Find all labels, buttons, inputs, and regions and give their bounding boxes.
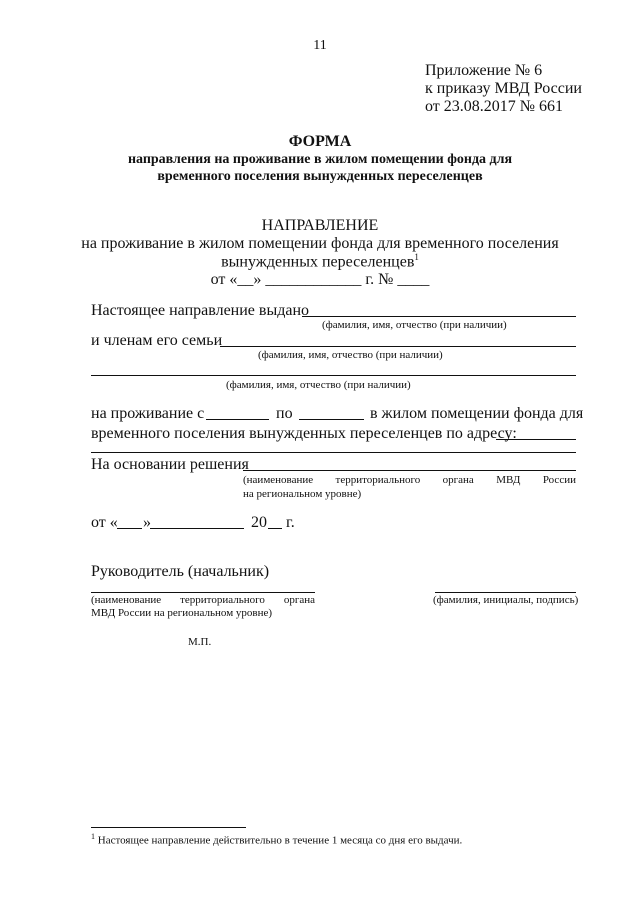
address-field-extra[interactable] [91, 452, 576, 453]
decision-hint [243, 474, 576, 486]
org-hint-line2: МВД России на региональном уровне) [91, 607, 273, 619]
org-hint [91, 594, 315, 606]
decision-hint-word: (наименование [243, 474, 314, 486]
family-hint-extra: (фамилия, имя, отчество (при наличии) [226, 379, 411, 391]
form-title: ФОРМА [288, 133, 352, 150]
issued-to-label: Настоящее направление выдано [91, 302, 309, 319]
address-field[interactable] [496, 439, 576, 440]
decision-hint-line2: на региональном уровне) [243, 488, 362, 500]
decision-hint-word: России [542, 474, 576, 486]
appendix-line: Приложение № 6 [425, 62, 543, 79]
decision-date-open: от « [91, 514, 118, 531]
form-subtitle-line1: направления на проживание в жилом помещении фонда для [127, 152, 513, 167]
org-hint-word: (наименование [91, 594, 162, 606]
stay-from-label: на проживание с [91, 405, 205, 422]
decision-hint-word: территориального [335, 474, 421, 486]
document-title: НАПРАВЛЕНИЕ [261, 217, 379, 234]
name-signature-line[interactable] [435, 592, 576, 593]
family-hint: (фамилия, имя, отчество (при наличии) [258, 349, 443, 361]
stamp-place: М.П. [188, 636, 212, 648]
decision-year-field[interactable] [268, 528, 282, 529]
decision-date-close: » [143, 514, 151, 531]
document-title-line2-text: вынужденных переселенцев [221, 253, 415, 271]
org-hint-word: территориального [180, 594, 265, 606]
decision-day-field[interactable] [117, 528, 142, 529]
issued-to-field[interactable] [302, 316, 576, 317]
address-label: временного поселения вынужденных переселенцев по адресу: [91, 425, 517, 442]
appendix-block [425, 62, 582, 116]
footnote-mark: 1 [91, 832, 95, 841]
footnote-separator [91, 827, 246, 828]
document-date-number: от «__» ____________ г. № ____ [210, 271, 430, 288]
decision-hint-word: органа [442, 474, 474, 486]
decision-year-suffix: г. [286, 514, 295, 531]
family-label: и членам его семьи [91, 332, 223, 349]
footnote [91, 832, 462, 847]
org-hint-word: органа [283, 594, 315, 606]
stay-rest-text: в жилом помещении фонда для [370, 405, 584, 422]
decision-label: На основании решения [91, 456, 249, 473]
document-title-line2 [0, 252, 640, 271]
org-signature-line[interactable] [91, 592, 315, 593]
name-hint: (фамилия, инициалы, подпись) [433, 594, 579, 606]
family-field[interactable] [220, 346, 576, 347]
decision-field[interactable] [243, 470, 576, 471]
footnote-reference: 1 [414, 252, 419, 262]
stay-from-field[interactable] [206, 419, 269, 420]
decision-year-prefix: 20 [251, 514, 267, 531]
appendix-date-line: от 23.08.2017 № 661 [425, 98, 564, 115]
stay-to-label: по [276, 405, 293, 422]
decision-month-field[interactable] [150, 528, 244, 529]
head-label: Руководитель (начальник) [91, 563, 270, 580]
family-field-extra[interactable] [91, 375, 576, 376]
appendix-order-line: к приказу МВД России [425, 80, 582, 97]
stay-to-field[interactable] [299, 419, 364, 420]
form-subtitle-line2: временного поселения вынужденных переселенцев [157, 169, 483, 184]
decision-hint-word: МВД [496, 474, 521, 486]
footnote-text: Настоящее направление действительно в течение 1 месяца со дня его выдачи. [97, 834, 463, 847]
document-title-line1: на проживание в жилом помещении фонда для временного поселения [81, 235, 559, 252]
issued-to-hint: (фамилия, имя, отчество (при наличии) [322, 319, 507, 331]
page-number: 11 [313, 38, 327, 53]
